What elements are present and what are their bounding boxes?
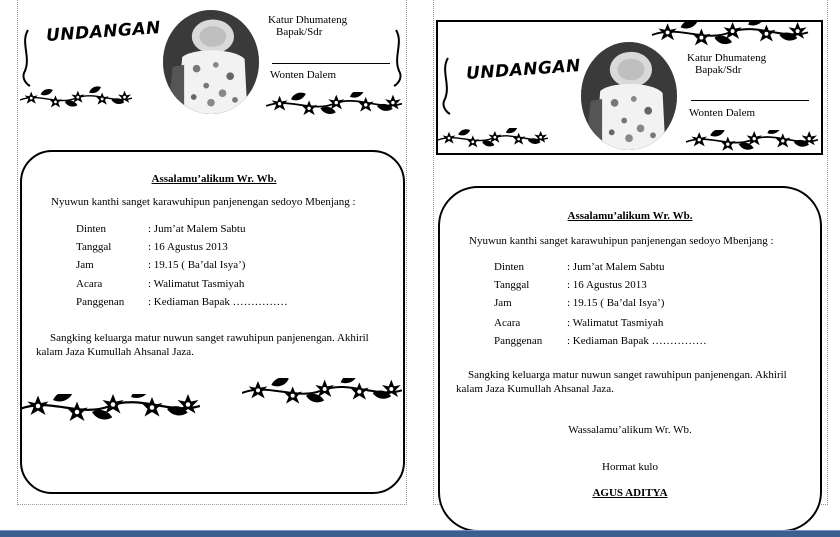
floral-ornament-icon xyxy=(644,22,816,48)
floral-ornament-icon xyxy=(20,394,200,424)
baby-photo xyxy=(163,10,259,114)
salam-closing: Wassalamu’alikum Wr. Wb. xyxy=(568,424,692,436)
scroll-ornament-icon xyxy=(440,56,452,116)
regards: Hormat kulo xyxy=(602,461,658,473)
detail-value: : Walimatut Tasmiyah xyxy=(567,317,664,329)
detail-label: Acara xyxy=(76,278,103,290)
detail-label: Tanggal xyxy=(494,279,530,291)
detail-label: Dinten xyxy=(494,261,524,273)
detail-value: : 19.15 ( Ba’dal Isya’) xyxy=(148,259,246,271)
detail-value: : Walimatut Tasmiyah xyxy=(148,278,245,290)
detail-label: Tanggal xyxy=(76,241,112,253)
detail-value: : Jum’at Malem Sabtu xyxy=(567,261,665,273)
to-label: Katur Dhumateng xyxy=(268,14,348,26)
to-label: Katur Dhumateng xyxy=(687,52,767,64)
to-sub: Bapak/Sdr xyxy=(276,26,323,38)
place-label: Wonten Dalem xyxy=(270,69,337,81)
recipient-block xyxy=(268,14,398,94)
detail-value: : Kediaman Bapak …………… xyxy=(148,296,288,308)
detail-label: Acara xyxy=(494,317,521,329)
floral-ornament-icon xyxy=(20,86,132,114)
greeting: Assalamu’alikum Wr. Wb. xyxy=(151,173,277,185)
page-left xyxy=(17,0,407,505)
greeting: Assalamu’alikum Wr. Wb. xyxy=(567,210,693,222)
scroll-ornament-icon xyxy=(20,28,32,88)
scroll-ornament-icon xyxy=(392,28,404,88)
detail-value: : 16 Agustus 2013 xyxy=(567,279,647,291)
window-status-bar xyxy=(0,530,840,537)
intro-text: Nyuwun kanthi sanget karawuhipun panjenengan sedoyo Mbenjang : xyxy=(469,235,774,247)
invitation-title: UNDANGAN xyxy=(465,56,582,84)
recipient-block xyxy=(687,52,817,132)
detail-value: : 19.15 ( Ba’dal Isya’) xyxy=(567,297,665,309)
floral-ornament-icon xyxy=(686,130,818,154)
detail-label: Dinten xyxy=(76,223,106,235)
recipient-line[interactable] xyxy=(691,100,809,101)
to-sub: Bapak/Sdr xyxy=(695,64,742,76)
detail-value: : Jum’at Malem Sabtu xyxy=(148,223,246,235)
baby-photo xyxy=(581,42,677,150)
closing-line-1: Sangking keluarga matur nuwun sanget rawuhipun panjenengan. Akhiril xyxy=(468,369,787,381)
floral-ornament-icon xyxy=(266,92,402,120)
place-label: Wonten Dalem xyxy=(689,107,756,119)
closing-line-1: Sangking keluarga matur nuwun sanget rawuhipun panjenengan. Akhiril xyxy=(50,332,369,344)
closing-line-2: kalam Jaza Kumullah Ahsanal Jaza. xyxy=(36,346,194,358)
detail-label: Jam xyxy=(494,297,512,309)
detail-label: Panggenan xyxy=(494,335,543,347)
page-right xyxy=(433,0,828,505)
closing-line-2: kalam Jaza Kumullah Ahsanal Jaza. xyxy=(456,383,614,395)
detail-label: Panggenan xyxy=(76,296,125,308)
recipient-line[interactable] xyxy=(272,63,390,64)
detail-value: : 16 Agustus 2013 xyxy=(148,241,228,253)
detail-label: Jam xyxy=(76,259,94,271)
floral-ornament-icon xyxy=(242,378,402,408)
floral-ornament-icon xyxy=(438,128,548,152)
intro-text: Nyuwun kanthi sanget karawuhipun panjenengan sedoyo Mbenjang : xyxy=(51,196,356,208)
invitation-title: UNDANGAN xyxy=(45,18,162,46)
signature-name: AGUS ADITYA xyxy=(592,487,668,499)
detail-value: : Kediaman Bapak …………… xyxy=(567,335,707,347)
